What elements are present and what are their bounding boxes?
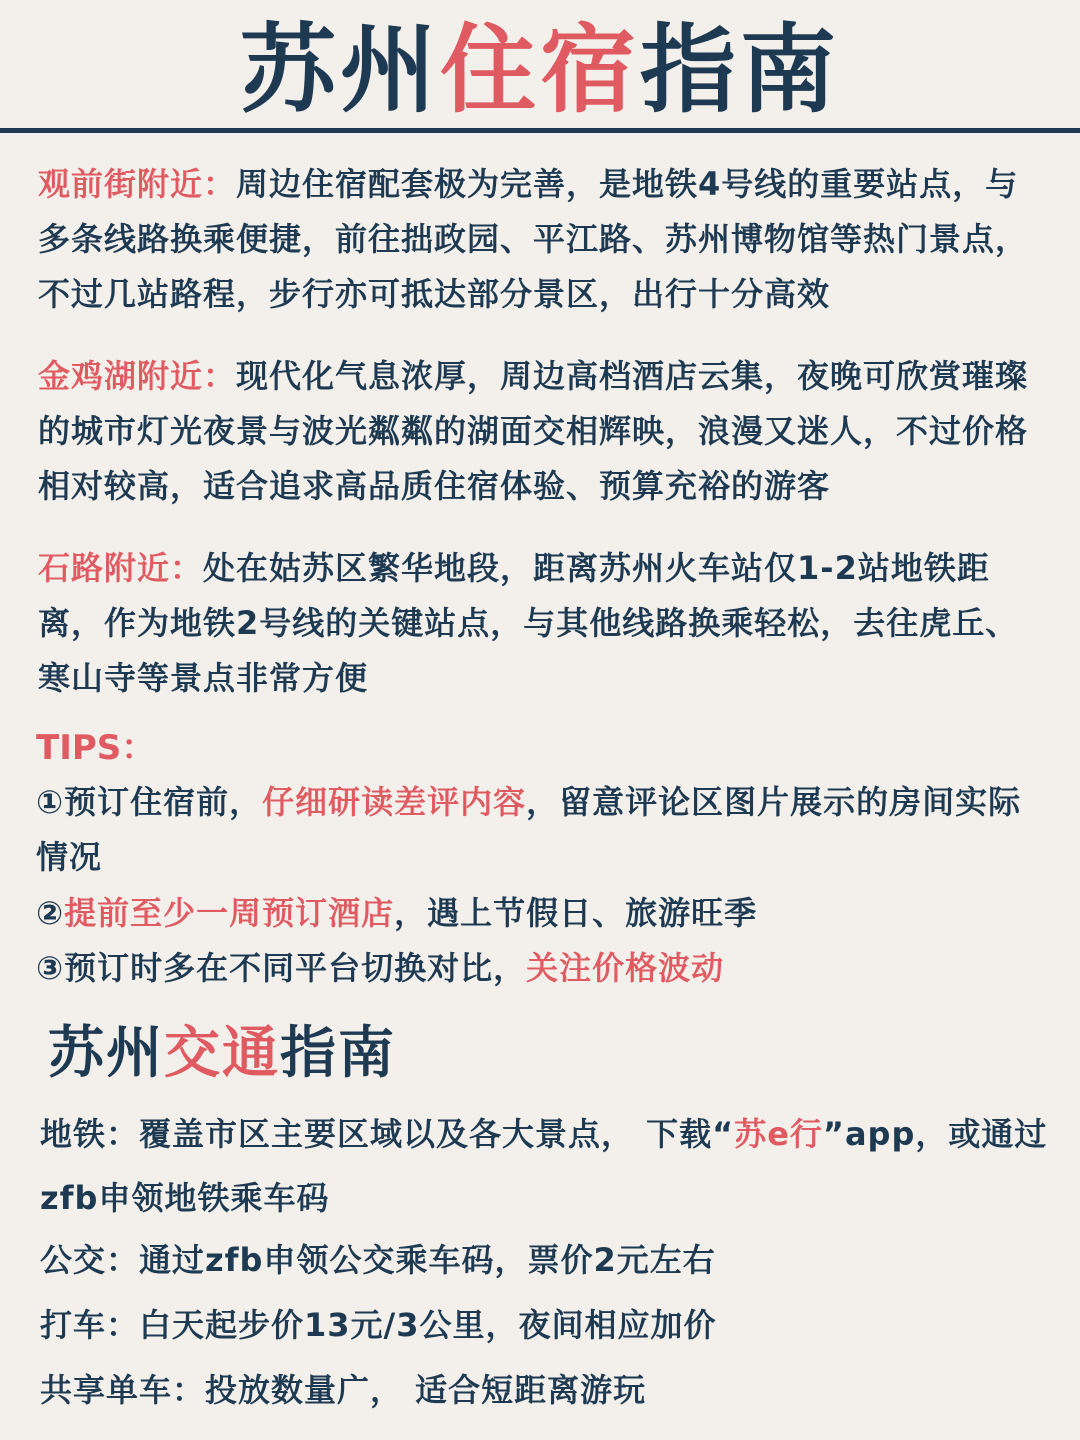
lodging-text: 现代化气息浓厚，周边高档酒店云集，夜晚可欣赏璀璨的城市灯光夜景与波光粼粼的湖面交相辉映，浪漫又迷人，不过价格相对较高，适合追求高品质住宿体验、预算充裕的游客 — [38, 357, 1029, 505]
tip-text: ② — [36, 894, 65, 932]
title-part-lodging: 住宿 — [440, 14, 640, 126]
tip-text: ③预订时多在不同平台切换对比， — [36, 949, 527, 987]
tip-highlight: 仔细研读差评内容 — [262, 783, 527, 821]
metro-app-name: 苏e行 — [734, 1115, 823, 1153]
lodging-label: 观前街附近： — [38, 165, 237, 203]
tip-highlight: 提前至少一周预订酒店 — [64, 894, 395, 932]
subtitle-part-guide: 指南 — [280, 1021, 396, 1086]
lodging-label: 石路附近： — [38, 549, 204, 587]
subtitle-part-transport: 交通 — [164, 1021, 280, 1086]
transport-bus: 公交：通过zfb申领公交乘车码，票价2元左右 — [40, 1241, 716, 1279]
subtitle-part-suzhou: 苏州 — [48, 1021, 164, 1086]
lodging-text: 处在姑苏区繁华地段，距离苏州火车站仅1-2站地铁距离，作为地铁2号线的关键站点，与其他线路换乘轻松，去往虎丘、寒山寺等景点非常方便 — [38, 549, 1019, 697]
tip-highlight: 关注价格波动 — [526, 949, 725, 987]
metro-text: 地铁：覆盖市区主要区域以及各大景点， 下载“ — [40, 1115, 735, 1153]
tip-text: ，留意评论区图片展示的房间实际情况 — [36, 783, 1022, 876]
lodging-guanqian — [38, 157, 1048, 322]
tips-label: TIPS： — [36, 728, 156, 768]
tip-item-3 — [36, 941, 1046, 996]
metro-text: ”app，或通过zfb申领地铁乘车码 — [40, 1115, 1048, 1217]
transport-title — [48, 1018, 396, 1090]
transport-taxi: 打车：白天起步价13元/3公里，夜间相应加价 — [40, 1306, 717, 1344]
transport-metro — [40, 1102, 1050, 1230]
lodging-shilu — [38, 541, 1048, 706]
title-part-suzhou: 苏州 — [240, 14, 440, 126]
lodging-jinjihu — [38, 349, 1048, 514]
tip-item-1 — [36, 775, 1046, 885]
title-divider — [0, 128, 1080, 133]
tip-text: ，遇上节假日、旅游旺季 — [394, 894, 758, 932]
tip-text: ①预订住宿前， — [36, 783, 263, 821]
transport-bike: 共享单车：投放数量广， 适合短距离游玩 — [40, 1371, 647, 1409]
lodging-label: 金鸡湖附近： — [38, 357, 237, 395]
lodging-text: 周边住宿配套极为完善，是地铁4号线的重要站点，与多条线路换乘便捷，前往拙政园、平江路、苏州博物馆等热门景点，不过几站路程，步行亦可抵达部分景区，出行十分高效 — [38, 165, 1029, 313]
title-part-guide: 指南 — [640, 14, 840, 126]
tip-item-2 — [36, 886, 1046, 941]
page-title — [0, 14, 1080, 126]
